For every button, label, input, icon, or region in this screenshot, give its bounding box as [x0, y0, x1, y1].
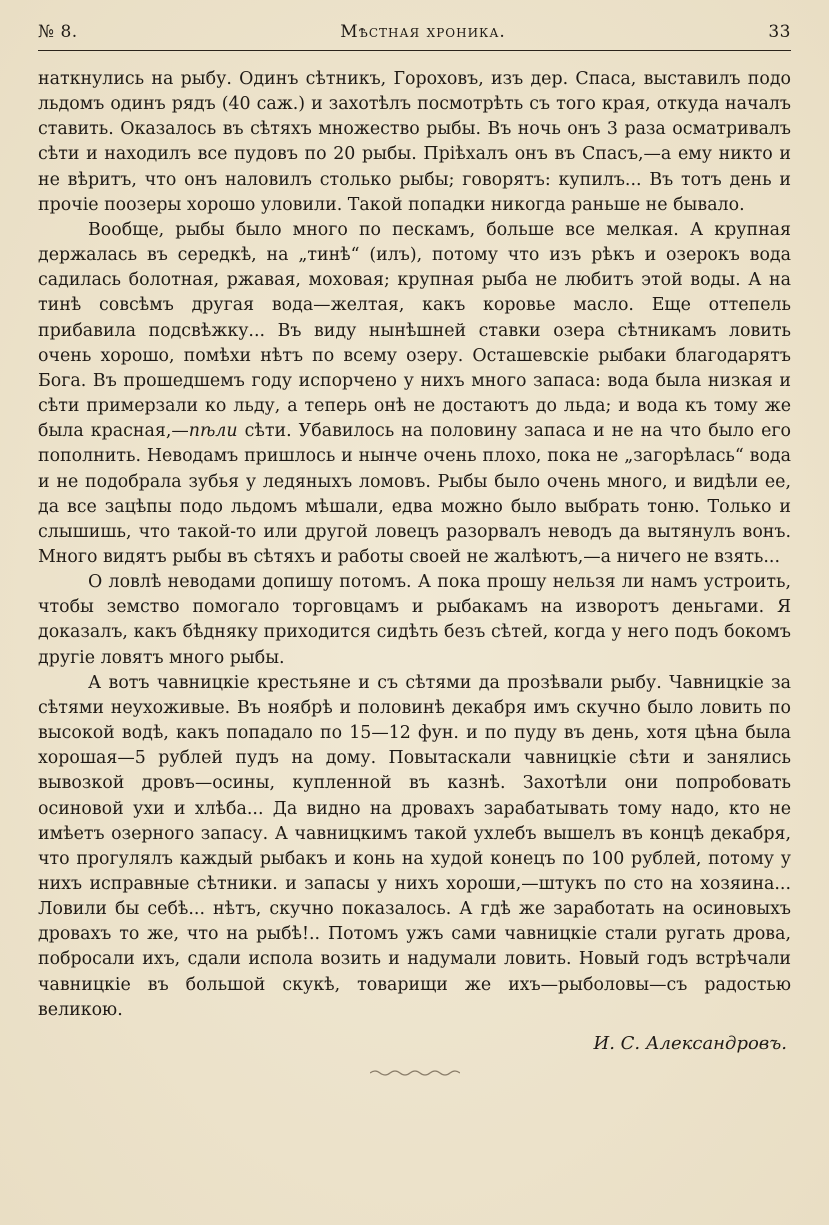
- paragraph-4: А вотъ чавницкіе крестьяне и съ сѣтями да прозѣвали рыбу. Чавницкіе за сѣтями неухоживые. Въ ноябрѣ и половинѣ декабря имъ скучно было ловить по высокой водѣ, какъ попадало по 15—12 фун. и по пуду въ день, хотя цѣна была хорошая—5 рублей пудъ на дому. Повытаскали чавницкіе сѣти и занялись вывозкой дровъ—осины, купленной въ казнѣ. Захотѣли они попробовать осиновой ухи и хлѣба... Да видно на дровахъ зарабатывать тому надо, кто не имѣетъ озерного запасу. А чавницкимъ такой ухлебъ вышелъ въ концѣ декабря, что прогулялъ каждый рыбакъ и конь на худой конецъ по 100 рублей, потому у нихъ исправные сѣтники. и запасы у нихъ хороши,—штукъ по сто на хозяина... Ловили бы себѣ... нѣтъ, скучно показалось. А гдѣ же заработать на осиновыхъ дровахъ то же, что на рыбѣ!.. Потомъ ужъ сами чавницкіе стали ругать дрова, побросали ихъ, сдали испола возить и надумали ловить. Новый годъ встрѣчали чавницкіе въ большой скукѣ, товарищи же ихъ—рыболовы—съ радостью великою.: [38, 672, 791, 1020]
- header-rule: [38, 50, 791, 51]
- article-body: [38, 67, 791, 1023]
- section-title: Мѣстная хроника.: [340, 22, 506, 42]
- author-signature: И. С. Александровъ.: [593, 1032, 787, 1054]
- wavy-line-icon: [370, 1069, 460, 1077]
- italic-word: пѣли: [188, 421, 238, 442]
- running-header: [38, 22, 791, 50]
- paragraph-2: [38, 218, 791, 570]
- page-number: 33: [768, 22, 791, 42]
- paragraph-3: О ловлѣ неводами допишу потомъ. А пока прошу нельзя ли намъ устроить, чтобы земство помогало торговцамъ и рыбакамъ на изворотъ деньгами. Я доказалъ, какъ бѣдняку приходится сидѣть безъ сѣтей, когда у него подъ бокомъ другіе ловятъ много рыбы.: [38, 572, 791, 668]
- issue-number: № 8.: [38, 22, 78, 42]
- paragraph-2-text: Вообще, рыбы было много по пескамъ, больше все мелкая. А крупная держалась въ середкѣ, на „тинѣ“ (илъ), потому что изъ рѣкъ и озерокъ вода садилась болотная, ржавая, моховая; крупная рыба не любитъ этой воды. А на тинѣ совсѣмъ другая вода—желтая, какъ коровье масло. Еще оттепель прибавила подсвѣжку... Въ виду нынѣшней ставки озера сѣтникамъ ловить очень хорошо, помѣхи нѣтъ по всему озеру. Осташевскіе рыбаки благодарятъ Бога. Въ прошедшемъ году испорчено у нихъ много запаса: вода была низкая и сѣти примерзали ко льду, а теперь онѣ не достаютъ до льда; и вода къ тому же была красная,—: [38, 219, 791, 442]
- paragraph-2-continued: сѣти. Убавилось на половину запаса и не на что было его пополнить. Неводамъ пришлось и нынче очень плохо, пока не „загорѣлась“ вода и не подобрала зубья у ледяныхъ ломовъ. Рыбы было очень много, и видѣли ее, да все зацѣпы подо льдомъ мѣшали, едва можно было выбрать тоню. Только и слышишь, что такой-то или другой ловецъ разорвалъ неводъ да вытянулъ вонъ. Много видятъ рыбы въ сѣтяхъ и работы своей не жалѣютъ,—а ничего не взять...: [38, 421, 792, 567]
- tail-ornament: [38, 1062, 791, 1081]
- paragraph-1: наткнулись на рыбу. Одинъ сѣтникъ, Гороховъ, изъ дер. Спаса, выставилъ подо льдомъ одинъ рядъ (40 саж.) и захотѣлъ посмотрѣть съ того края, откуда началъ ставить. Оказалось въ сѣтяхъ множество рыбы. Въ ночь онъ 3 раза осматривалъ сѣти и находилъ все пудовъ по 20 рыбы. Пріѣхалъ онъ въ Спасъ,—а ему никто и не вѣритъ, что онъ наловилъ столько рыбы; говорятъ: купилъ... Въ тотъ день и прочіе поозеры хорошо уловили. Такой попадки никогда раньше не бывало.: [38, 69, 791, 215]
